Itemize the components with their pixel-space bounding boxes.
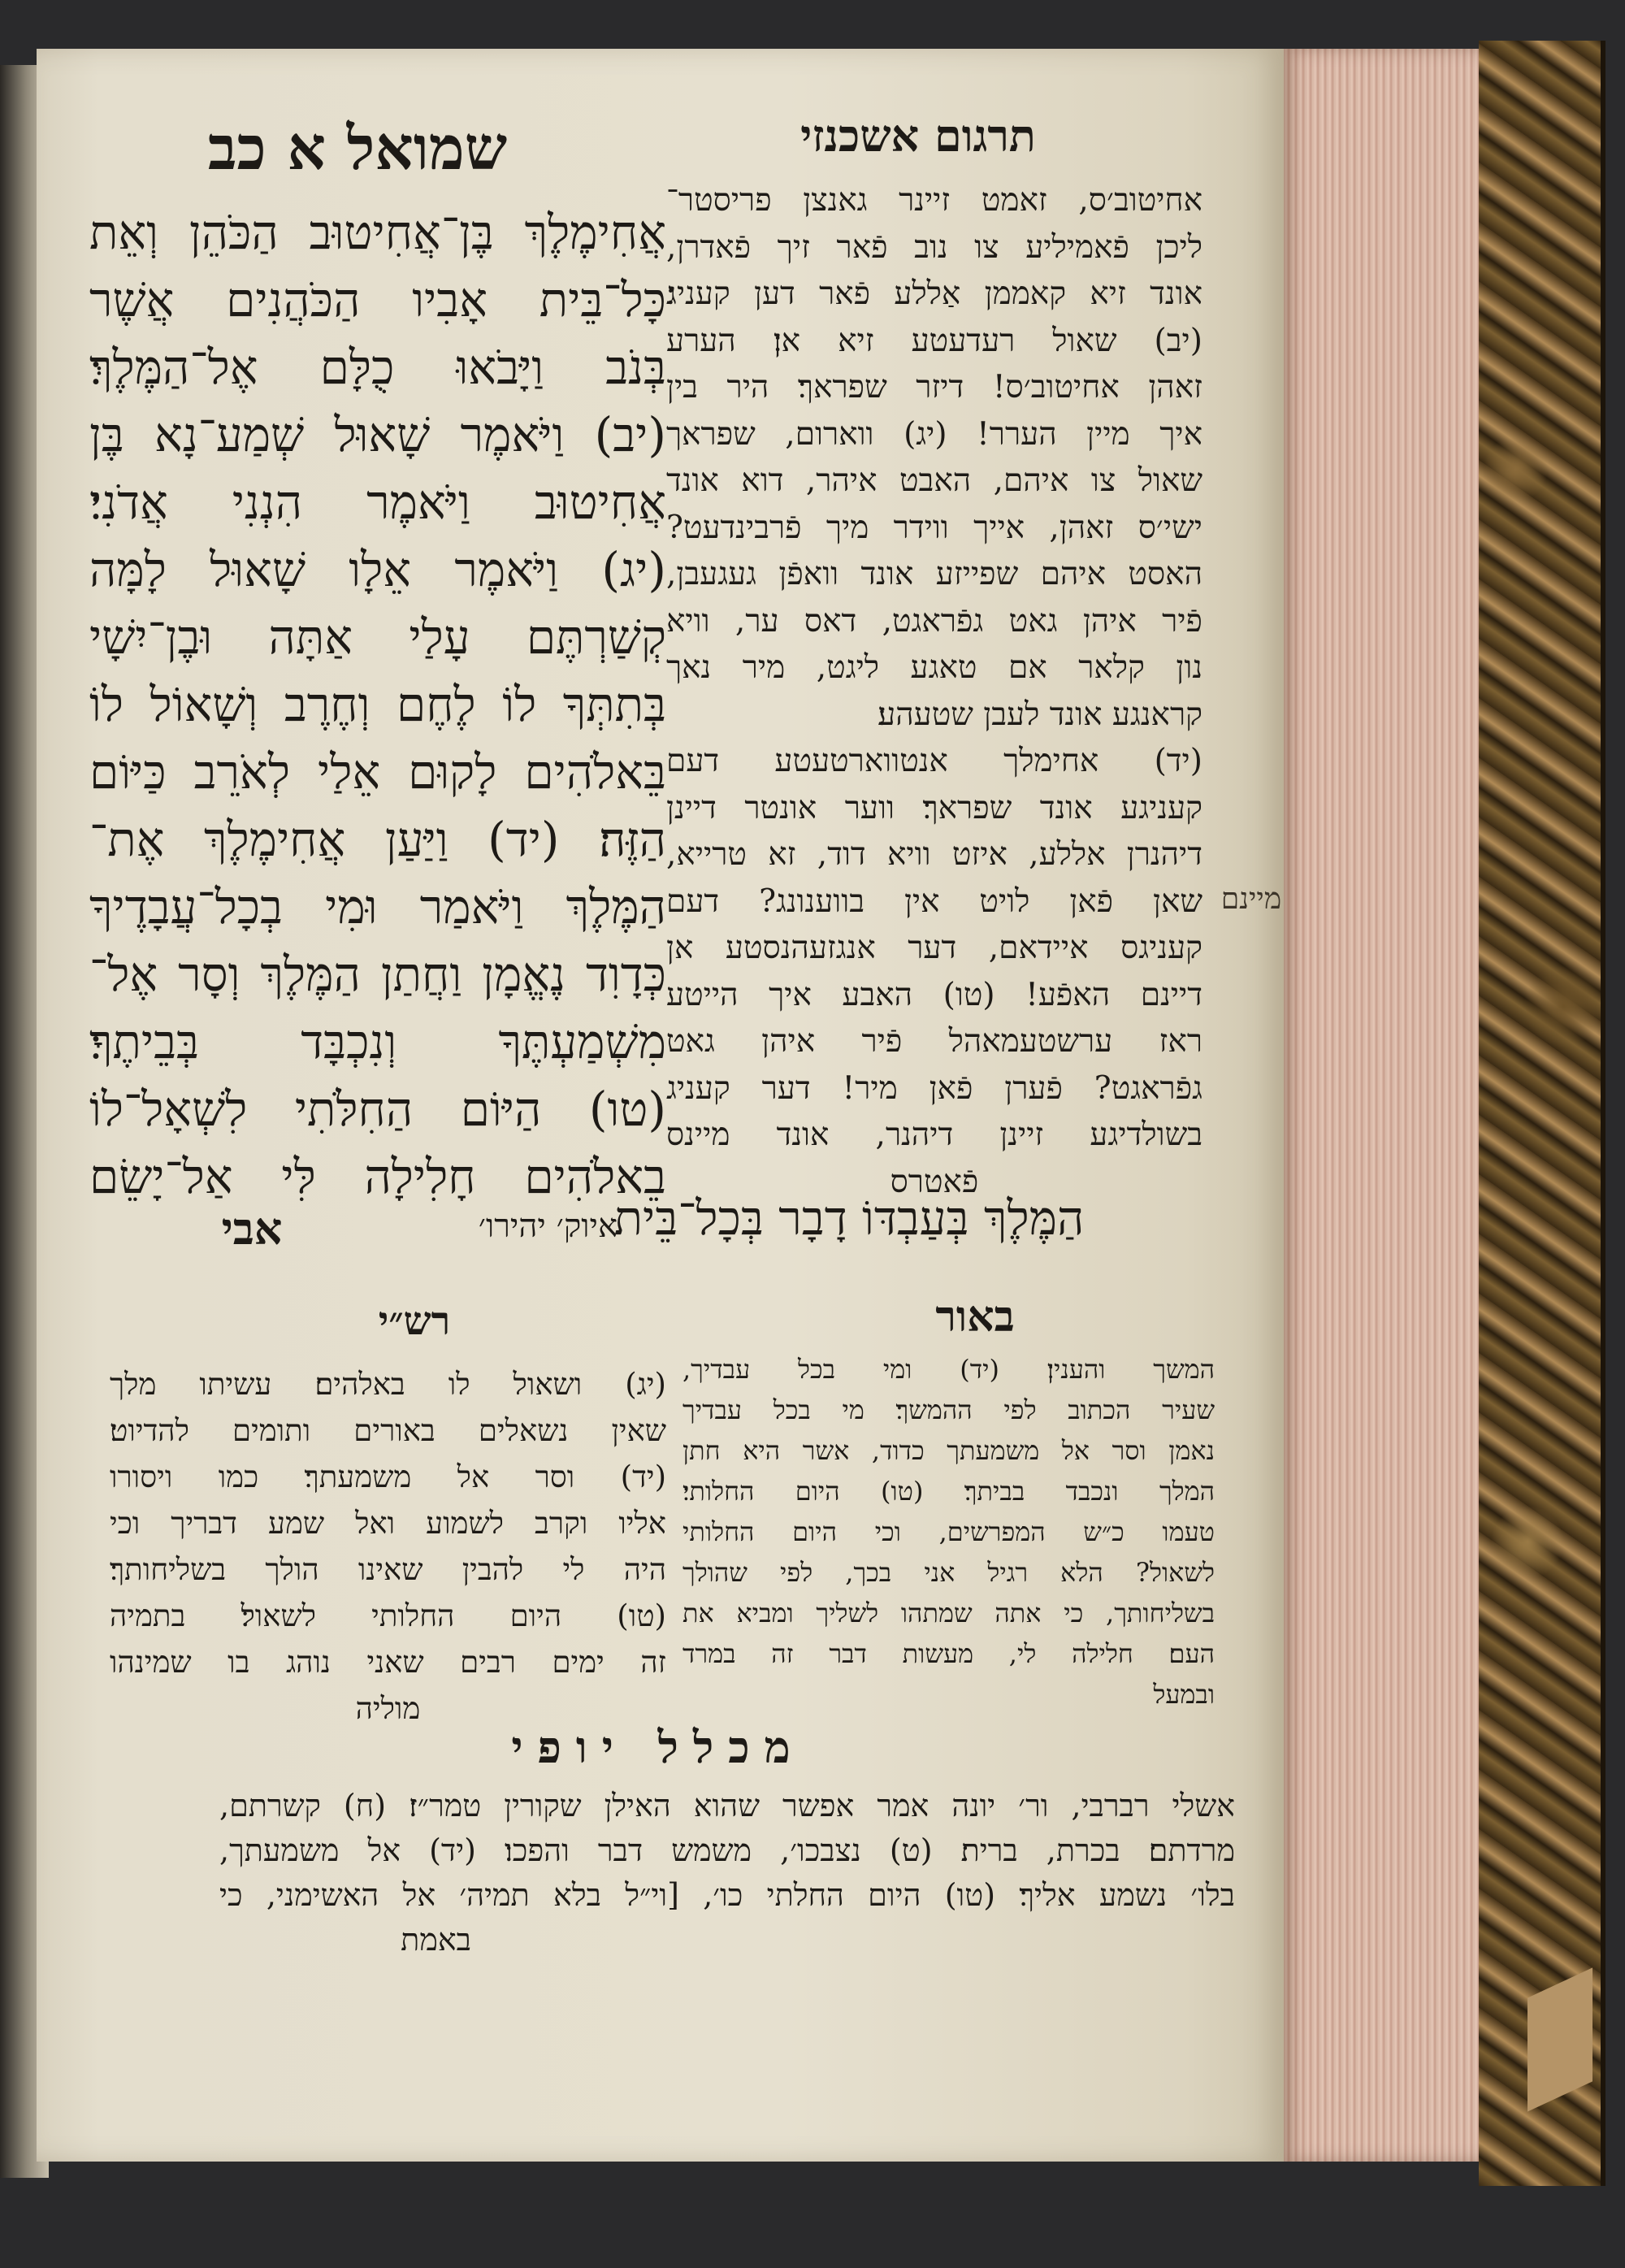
running-head-book: שמואל א כב: [207, 114, 508, 184]
main-line: קְשַׁרְתֶּם עָלַי אַתָּה וּבֶן־יִשָׁי: [89, 609, 666, 665]
main-line: בֵאלֹהִים חָלִילָה לִּי אַל־יָשֵׂם: [89, 1149, 666, 1204]
targum-column: [666, 177, 1202, 1205]
rashi-heading: רש״י: [378, 1299, 451, 1344]
main-line: כָּל־בֵּית אָבִיו הַכֹּהֲנִים אֲשֶׁר: [89, 272, 666, 327]
rashi-column: [110, 1361, 666, 1732]
targum-line: גפֿראגט? פֿערן פֿאן מיר! דער קעניג: [666, 1069, 1202, 1107]
targum-line: ישי׳ס זאהן, אייך ווידר מיך פֿרבינדעט?: [666, 509, 1202, 546]
biur-line: המשך והענין׃ (יד) ומי בכל עבדיך,: [682, 1354, 1215, 1385]
biur-line: נאמן וסר אל משמעתך כדוד, אשר היא חתן: [682, 1435, 1215, 1466]
main-line: הַמֶּלֶךְ וַיֹּאמַר וּמִי בְכָל־עֲבָדֶיךָ: [89, 879, 666, 935]
biur-line: לשאול? הלא רגיל אני בכך, לפי שהולך: [682, 1557, 1215, 1588]
targum-line: האסט איהם שפייזע אונד וואפֿן געגעבן,: [666, 556, 1202, 592]
targum-line: אונד זיא קאממן אַללע פֿאר דען קעניג׃: [666, 275, 1202, 312]
rashi-line: (יד) וסר אל משמעתך׃ כמו ויסורו: [110, 1459, 666, 1494]
mikhlol-yofi-heading: מכלל יופי: [511, 1721, 805, 1773]
main-line: אֲחִיטוּב וַיֹּאמֶר הִנְנִי אֲדֹנִי׃: [89, 475, 666, 530]
targum-line: איך מיין הערר! (יג) ווארום, שפראך: [666, 415, 1202, 453]
main-line: הַזֶּה׃ (יד) וַיַּעַן אֲחִימֶלֶךְ אֶת־: [89, 812, 666, 867]
rashi-line: שאין נשאלים באורים ותומים להדיוט׃: [110, 1413, 666, 1448]
targum-line: דיהנרן אללע, איזט וויא דוד, זא טרייא,: [666, 836, 1202, 873]
biur-line: שעיר הכתוב לפי ההמשך׃ מי בכל עבדיך: [682, 1394, 1215, 1425]
marbled-cover: [1479, 41, 1606, 2186]
biur-column: [682, 1349, 1215, 1715]
biur-line: ובמעל: [1153, 1679, 1215, 1710]
running-head-targum: תרגום אשכנזי: [800, 110, 1036, 162]
biur-line: טעמו כ״ש המפרשים, וכי היום החלותי: [682, 1516, 1215, 1547]
mikhlol-yofi-column: [219, 1784, 1235, 1962]
targum-line: נון קלאר אם טאגע ליגט, מיר נאך: [666, 649, 1202, 686]
targum-line: ליכן פֿאמיליע צו נוב פֿאר זיך פֿאדרן,: [666, 228, 1202, 266]
main-line: אֲחִימֶלֶךְ בֶּן־אֲחִיטוּב הַכֹּהֵן וְאֵת: [89, 205, 666, 260]
main-line: (יג) וַיֹּאמֶר אֵלָו שָׁאוּל לָמָּה: [89, 542, 666, 597]
main-line: כְּדָוִד נֶאֱמָן וַחֲתַן הַמֶּלֶךְ וְסָר אֶל־: [89, 947, 666, 1002]
main-line: בֵּאלֹהִים לָקוּם אֵלַי לְאֹרֵב כַּיּוֹם: [89, 744, 666, 800]
targum-line: שאול צו איהם, האבט איהר, דוא אונד: [666, 462, 1202, 499]
targum-line: זאהן אחיטוב׳ס! דיזר שפראך׃ היר בין: [666, 369, 1202, 405]
biur-heading: באור: [935, 1292, 1015, 1342]
mikhlol-line: בלו׳ נשמע אליך׃ (טו) היום החלתי כו׳, [וי״ל בלא תמיה׳ אל האשימני, כי: [219, 1877, 1235, 1913]
catchword-avi: אבי: [221, 1203, 283, 1255]
targum-line: קעניגס איידאם, דער אנגזעהנסטע אן: [666, 930, 1202, 966]
margin-correction: מיינם: [1220, 882, 1282, 916]
rashi-line: היה לי להבין שאינו הולך בשליחותך׃: [110, 1552, 666, 1587]
main-line: מִשְׁמַעְתֶּךָ וְנִכְבָּד בְּבֵיתֶךָ׃: [89, 1014, 666, 1069]
rashi-last-word: מוליה: [355, 1691, 421, 1726]
catchword-note: איוק׳ יהירו׳: [478, 1208, 618, 1245]
targum-line: בשולדיגע זיינן דיהנר, אונד מיינס: [666, 1117, 1202, 1153]
targum-line: קעניגע אונד שפראך׃ ווער אונטר דיינן: [666, 789, 1202, 826]
biur-line: העם׃ חלילה לי, מעשות דבר זה במרד: [682, 1638, 1215, 1669]
rashi-line: זה ימים רבים שאני נוהג בו שמינהו: [110, 1645, 666, 1680]
targum-line: ראז ערשטעמאהל פֿיר איהן גאט: [666, 1023, 1202, 1060]
biur-line: המלך ונכבד בביתך׃ (טו) היום החלותי׃: [682, 1476, 1215, 1507]
catchword-main: הַמֶּלֶךְ בְּעַבְדּוֹ דָבָר בְּכָל־בֵּית: [613, 1190, 1085, 1246]
main-line: בְּתִתְּךָ לוֹ לֶחֶם וְחֶרֶב וְשָׁאוֹל לוֹ: [89, 677, 666, 732]
main-line: (טו) הַיּוֹם הַחִלֹּתִי לִשְׁאָל־לוֹ: [89, 1082, 666, 1137]
mikhlol-line: באמת: [401, 1922, 471, 1958]
targum-line: שאן פֿאן לויט אין בווענונג? דעם: [666, 882, 1202, 920]
main-line: בְּנֹב וַיָּבֹאוּ כֻלָּם אֶל־הַמֶּלֶךְ׃: [89, 340, 666, 395]
targum-line: (יב) שאול רעדעטע זיא אן׃ הערע: [666, 322, 1202, 359]
targum-line: קראנגע אונד לעבן שטעהע׃: [878, 696, 1202, 733]
main-text-column: [89, 199, 666, 1211]
rashi-line: (טו) היום החלותי לשאול׃ בתמיה: [110, 1598, 666, 1633]
targum-line: פֿיר איהן גאט גפֿראגט, דאס ער, וויא: [666, 602, 1202, 640]
rashi-line: אליו וקרב לשמוע ואל שמע דבריך וכי: [110, 1506, 666, 1541]
targum-line: אחיטוב׳ס, זאמט זיינר גאנצן פריסטר־: [666, 182, 1202, 219]
page-block-edges: [1284, 49, 1487, 2162]
rashi-line: (יג) ושאול לו באלהים׃ עשיתו מלך: [110, 1367, 666, 1402]
targum-last-word: פֿאטרס: [890, 1163, 979, 1200]
targum-line: דיינם האפֿע! (טו) האבע איך הייטע: [666, 976, 1202, 1013]
main-line: (יב) וַיֹּאמֶר שָׁאוּל שְׁמַע־נָא בֶּן: [89, 407, 666, 462]
targum-line: (יד) אחימלך אנטווארטעטע דעם: [666, 743, 1202, 779]
mikhlol-line: מרדתם׃ בכרת, ברית׃ (ט) נצבכו׳, משמש דבר והפכו׃ (יד) אל משמעתך,: [219, 1832, 1235, 1868]
biur-line: בשליחותך, כי אתה שמתהו לשליך ומביא את: [682, 1598, 1215, 1628]
mikhlol-line: אשלי רברבי, ור׳ יונה אמר אפשר שהוא האילן שקורין טמר״ז׃ (ח) קשרתם,: [219, 1788, 1235, 1824]
